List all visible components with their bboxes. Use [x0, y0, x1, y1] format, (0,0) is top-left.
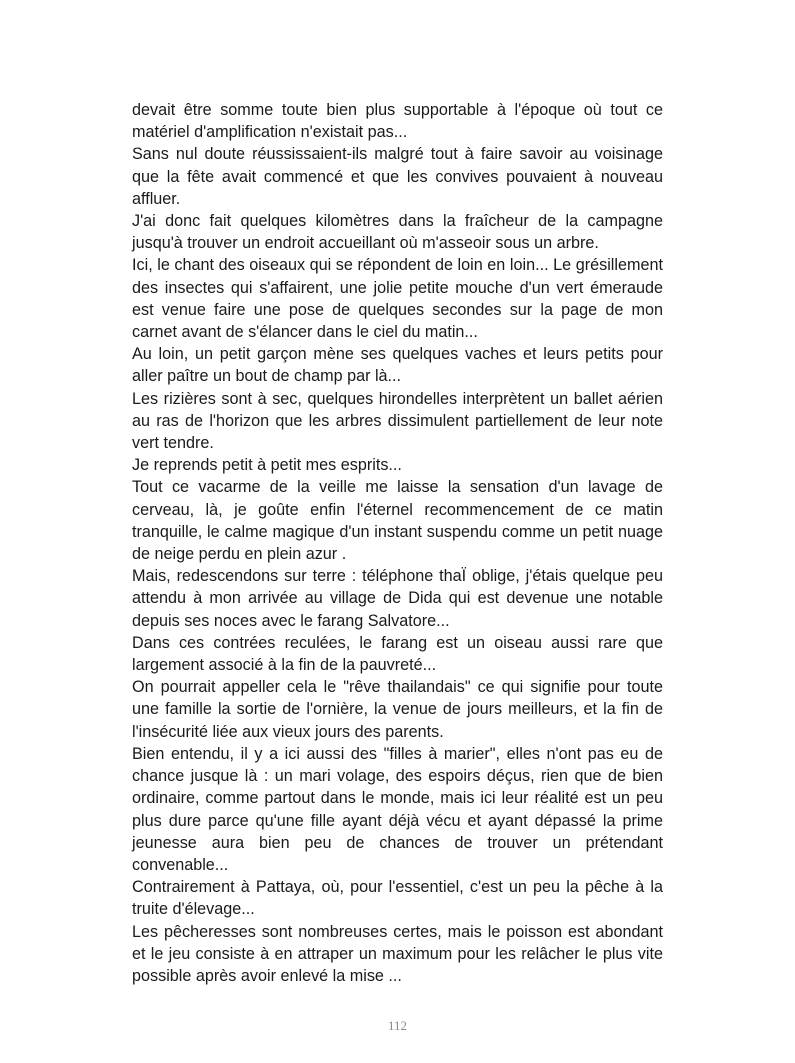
- paragraph: Bien entendu, il y a ici aussi des "filles à marier", elles n'ont pas eu de chance jusque là : un mari volage, des espoirs déçus, rien que de bien ordinaire, comme partout dans le monde, mais ici leur réalité est un peu plus dure parce qu'une fille ayant déjà vécu et ayant dépassé la prime jeunesse aura bien peu de chances de trouver un prétendant convenable...: [132, 744, 663, 874]
- paragraph: Au loin, un petit garçon mène ses quelques vaches et leurs petits pour aller paître un bout de champ par là...: [132, 345, 663, 386]
- paragraph: On pourrait appeller cela le "rêve thailandais" ce qui signifie pour toute une famille la sortie de l'ornière, la venue de jours meilleurs, et la fin de l'insécurité liée aux vieux jours des parents.: [132, 678, 663, 741]
- paragraph: Les rizières sont à sec, quelques hirondelles interprètent un ballet aérien au ras de l'horizon que les arbres dissimulent partiellement de leur note vert tendre.: [132, 389, 663, 453]
- paragraph: Mais, redescendons sur terre : téléphone thaÏ oblige, j'étais quelque peu attendu à mon arrivée au village de Dida qui est devenue une notable depuis ses noces avec le farang Salvatore...: [132, 567, 663, 630]
- paragraph: Tout ce vacarme de la veille me laisse la sensation d'un lavage de cerveau, là, je goûte enfin l'éternel recommencement de ce matin tranquille, le calme magique d'un instant suspendu comme un petit nuage de neige perdu en plein azur .: [132, 478, 663, 564]
- paragraph: J'ai donc fait quelques kilomètres dans la fraîcheur de la campagne jusqu'à trouver un endroit accueillant où m'asseoir sous un arbre.: [132, 212, 663, 253]
- paragraph: Je reprends petit à petit mes esprits...: [132, 456, 402, 475]
- paragraph: Sans nul doute réussissaient-ils malgré tout à faire savoir au voisinage que la fête avait commencé et que les convives pouvaient à nouveau affluer.: [132, 145, 663, 208]
- paragraph: devait être somme toute bien plus supportable à l'époque où tout ce matériel d'amplification n'existait pas...: [132, 101, 663, 142]
- paragraph: Ici, le chant des oiseaux qui se répondent de loin en loin... Le grésillement des insectes qui s'affairent, une jolie petite mouche d'un vert émeraude est venue faire une pose de quelques secondes sur la page de mon carnet avant de s'élancer dans le ciel du matin...: [132, 256, 663, 342]
- page-number: 112: [387, 1018, 408, 1033]
- paragraph: Contrairement à Pattaya, où, pour l'essentiel, c'est un peu la pêche à la truite d'élevage...: [132, 878, 663, 919]
- paragraph: Dans ces contrées reculées, le farang est un oiseau aussi rare que largement associé à la fin de la pauvreté...: [132, 633, 663, 675]
- paragraph: Les pêcheresses sont nombreuses certes, mais le poisson est abondant et le jeu consiste à en attraper un maximum pour les relâcher le plus vite possible après avoir enlevé la mise ...: [132, 922, 663, 985]
- body-text: [132, 99, 663, 987]
